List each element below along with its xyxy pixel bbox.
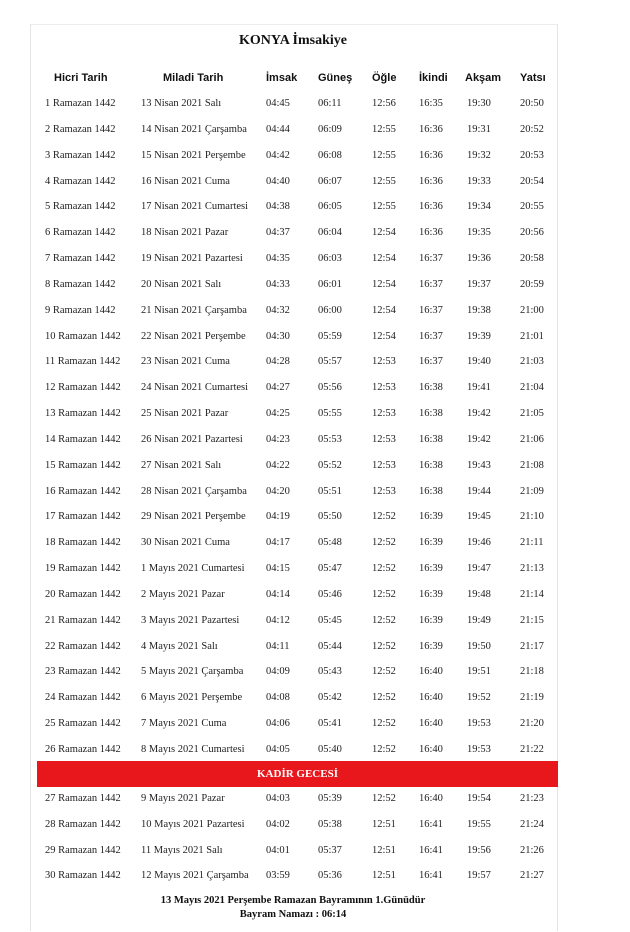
table-row: [0, 249, 630, 275]
cell-hicri: 28 Ramazan 1442: [45, 818, 121, 830]
cell-imsak: 04:32: [266, 304, 290, 316]
cell-ogle: 12:53: [372, 433, 396, 445]
cell-ikindi: 16:40: [419, 692, 443, 704]
cell-ikindi: 16:39: [419, 537, 443, 549]
cell-ikindi: 16:41: [419, 818, 443, 830]
cell-ikindi: 16:41: [419, 844, 443, 856]
cell-aksam: 19:34: [467, 201, 491, 213]
table-row: [0, 611, 630, 637]
cell-ogle: 12:52: [372, 718, 396, 730]
table-row: [0, 223, 630, 249]
cell-yatsi: 20:50: [520, 98, 544, 109]
cell-imsak: 04:27: [266, 382, 290, 394]
cell-yatsi: 20:55: [520, 201, 544, 213]
cell-ogle: 12:54: [372, 253, 396, 265]
cell-miladi: 30 Nisan 2021 Cuma: [141, 537, 230, 549]
cell-yatsi: 21:09: [520, 485, 544, 497]
table-row: [0, 637, 630, 663]
cell-ikindi: 16:37: [419, 278, 443, 290]
cell-ogle: 12:54: [372, 304, 396, 316]
cell-yatsi: 20:59: [520, 278, 544, 290]
cell-ogle: 12:52: [372, 614, 396, 626]
table-row: [0, 327, 630, 353]
cell-gunes: 05:51: [318, 485, 342, 497]
cell-yatsi: 20:52: [520, 123, 544, 135]
cell-miladi: 6 Mayıs 2021 Perşembe: [141, 692, 243, 704]
table-row: [0, 172, 630, 198]
cell-aksam: 19:56: [467, 844, 491, 856]
cell-ogle: 12:51: [372, 844, 396, 856]
table-row: [0, 559, 630, 585]
table-row: [0, 482, 630, 508]
cell-ikindi: 16:36: [419, 149, 443, 161]
cell-imsak: 04:05: [266, 744, 290, 755]
table-row: [0, 585, 630, 611]
cell-hicri: 20 Ramazan 1442: [45, 588, 121, 600]
cell-ikindi: 16:36: [419, 201, 443, 213]
cell-gunes: 05:36: [318, 870, 342, 882]
cell-yatsi: 21:11: [520, 537, 544, 549]
cell-hicri: 24 Ramazan 1442: [45, 692, 121, 704]
table-row: [0, 94, 630, 120]
header-miladi: Miladi Tarih: [163, 72, 224, 84]
cell-ikindi: 16:40: [419, 718, 443, 730]
cell-hicri: 23 Ramazan 1442: [45, 666, 121, 678]
cell-imsak: 04:15: [266, 563, 290, 575]
cell-yatsi: 21:23: [520, 793, 544, 804]
cell-hicri: 19 Ramazan 1442: [45, 563, 121, 575]
cell-ikindi: 16:39: [419, 511, 443, 523]
kadir-gecesi-banner: KADİR GECESİ: [37, 761, 558, 787]
cell-hicri: 2 Ramazan 1442: [45, 123, 116, 135]
table-row: [0, 866, 630, 892]
header-ikindi: İkindi: [419, 72, 448, 84]
cell-miladi: 2 Mayıs 2021 Pazar: [141, 588, 225, 600]
cell-miladi: 11 Mayıs 2021 Salı: [141, 844, 223, 856]
cell-hicri: 11 Ramazan 1442: [45, 356, 121, 368]
cell-aksam: 19:50: [467, 640, 491, 652]
cell-hicri: 30 Ramazan 1442: [45, 870, 121, 882]
cell-yatsi: 20:53: [520, 149, 544, 161]
cell-yatsi: 21:06: [520, 433, 544, 445]
cell-miladi: 29 Nisan 2021 Perşembe: [141, 511, 246, 523]
cell-aksam: 19:54: [467, 793, 491, 804]
cell-miladi: 24 Nisan 2021 Cumartesi: [141, 382, 249, 394]
cell-ogle: 12:54: [372, 330, 396, 342]
table-row: [0, 507, 630, 533]
cell-imsak: 04:45: [266, 98, 290, 109]
cell-aksam: 19:48: [467, 588, 491, 600]
cell-miladi: 28 Nisan 2021 Çarşamba: [141, 485, 247, 497]
cell-miladi: 15 Nisan 2021 Perşembe: [141, 149, 246, 161]
cell-ogle: 12:55: [372, 175, 396, 187]
cell-hicri: 14 Ramazan 1442: [45, 433, 121, 445]
cell-aksam: 19:42: [467, 408, 491, 420]
cell-gunes: 06:08: [318, 149, 342, 161]
header-hicri: Hicri Tarih: [54, 72, 108, 84]
cell-aksam: 19:53: [467, 718, 491, 730]
cell-imsak: 04:23: [266, 433, 290, 445]
cell-hicri: 17 Ramazan 1442: [45, 511, 121, 523]
cell-yatsi: 20:54: [520, 175, 544, 187]
cell-ikindi: 16:37: [419, 356, 443, 368]
cell-ogle: 12:51: [372, 870, 396, 882]
cell-ogle: 12:52: [372, 666, 396, 678]
cell-miladi: 1 Mayıs 2021 Cumartesi: [141, 563, 245, 575]
cell-yatsi: 21:27: [520, 870, 544, 882]
cell-miladi: 18 Nisan 2021 Pazar: [141, 227, 229, 239]
cell-miladi: 16 Nisan 2021 Cuma: [141, 175, 230, 187]
cell-gunes: 05:44: [318, 640, 342, 652]
table-row: [0, 841, 630, 867]
cell-miladi: 27 Nisan 2021 Salı: [141, 459, 222, 471]
cell-gunes: 05:42: [318, 692, 342, 704]
table-row: [0, 815, 630, 841]
table-row: [0, 662, 630, 688]
cell-yatsi: 21:24: [520, 818, 544, 830]
cell-imsak: 04:25: [266, 408, 290, 420]
page-title: KONYA İmsakiye: [238, 33, 347, 48]
cell-aksam: 19:38: [467, 304, 491, 316]
cell-imsak: 04:33: [266, 278, 290, 290]
cell-gunes: 06:01: [318, 278, 342, 290]
cell-gunes: 05:48: [318, 537, 342, 549]
cell-miladi: 13 Nisan 2021 Salı: [141, 98, 222, 109]
cell-miladi: 25 Nisan 2021 Pazar: [141, 408, 229, 420]
cell-ikindi: 16:35: [419, 98, 443, 109]
cell-imsak: 03:59: [266, 870, 290, 882]
footer-bayram-note: 13 Mayıs 2021 Perşembe Ramazan Bayramının 1.Günüdür: [160, 895, 426, 906]
cell-imsak: 04:11: [266, 640, 290, 652]
cell-yatsi: 21:15: [520, 614, 544, 626]
cell-miladi: 8 Mayıs 2021 Cumartesi: [141, 744, 245, 755]
cell-gunes: 05:41: [318, 718, 342, 730]
cell-gunes: 05:59: [318, 330, 342, 342]
cell-aksam: 19:57: [467, 870, 491, 882]
cell-miladi: 5 Mayıs 2021 Çarşamba: [141, 666, 244, 678]
header-ogle: Öğle: [372, 72, 397, 84]
cell-imsak: 04:09: [266, 666, 290, 678]
cell-aksam: 19:46: [467, 537, 491, 549]
cell-gunes: 05:37: [318, 844, 342, 856]
cell-ikindi: 16:38: [419, 433, 443, 445]
header-imsak: İmsak: [266, 72, 298, 84]
table-row: [0, 456, 630, 482]
cell-miladi: 23 Nisan 2021 Cuma: [141, 356, 230, 368]
cell-ogle: 12:52: [372, 563, 396, 575]
header-aksam: Akşam: [465, 72, 502, 84]
cell-aksam: 19:53: [467, 744, 491, 755]
cell-imsak: 04:12: [266, 614, 290, 626]
cell-gunes: 05:50: [318, 511, 342, 523]
cell-ikindi: 16:41: [419, 870, 443, 882]
cell-ikindi: 16:37: [419, 304, 443, 316]
cell-imsak: 04:02: [266, 818, 290, 830]
cell-aksam: 19:45: [467, 511, 491, 523]
table-row: [0, 378, 630, 404]
cell-ikindi: 16:36: [419, 175, 443, 187]
cell-yatsi: 20:58: [520, 253, 544, 265]
cell-ikindi: 16:39: [419, 640, 443, 652]
cell-miladi: 22 Nisan 2021 Perşembe: [141, 330, 246, 342]
cell-yatsi: 20:56: [520, 227, 544, 239]
cell-imsak: 04:42: [266, 149, 290, 161]
cell-ikindi: 16:38: [419, 408, 443, 420]
cell-imsak: 04:35: [266, 253, 290, 265]
cell-gunes: 05:45: [318, 614, 342, 626]
cell-gunes: 06:03: [318, 253, 342, 265]
cell-ogle: 12:55: [372, 149, 396, 161]
cell-miladi: 3 Mayıs 2021 Pazartesi: [141, 614, 240, 626]
cell-gunes: 06:04: [318, 227, 342, 239]
cell-ogle: 12:52: [372, 793, 396, 804]
cell-hicri: 22 Ramazan 1442: [45, 640, 121, 652]
cell-ikindi: 16:37: [419, 330, 443, 342]
cell-imsak: 04:40: [266, 175, 290, 187]
cell-hicri: 8 Ramazan 1442: [45, 278, 116, 290]
cell-ikindi: 16:39: [419, 588, 443, 600]
cell-aksam: 19:47: [467, 563, 491, 575]
table-row: [0, 533, 630, 559]
cell-aksam: 19:43: [467, 459, 491, 471]
table-row: [0, 146, 630, 172]
cell-ogle: 12:54: [372, 227, 396, 239]
cell-gunes: 05:46: [318, 588, 342, 600]
cell-ogle: 12:55: [372, 201, 396, 213]
cell-ogle: 12:53: [372, 356, 396, 368]
cell-yatsi: 21:19: [520, 692, 544, 704]
cell-yatsi: 21:18: [520, 666, 544, 678]
cell-ikindi: 16:40: [419, 744, 443, 755]
cell-ogle: 12:51: [372, 818, 396, 830]
cell-aksam: 19:39: [467, 330, 491, 342]
cell-aksam: 19:40: [467, 356, 491, 368]
cell-ikindi: 16:37: [419, 253, 443, 265]
cell-hicri: 4 Ramazan 1442: [45, 175, 116, 187]
cell-yatsi: 21:05: [520, 408, 544, 420]
cell-imsak: 04:14: [266, 588, 290, 600]
cell-ikindi: 16:36: [419, 227, 443, 239]
cell-gunes: 05:56: [318, 382, 342, 394]
cell-ikindi: 16:38: [419, 485, 443, 497]
table-row: [0, 197, 630, 223]
cell-miladi: 17 Nisan 2021 Cumartesi: [141, 201, 249, 213]
cell-gunes: 06:07: [318, 175, 342, 187]
cell-aksam: 19:51: [467, 666, 491, 678]
cell-ogle: 12:52: [372, 640, 396, 652]
cell-yatsi: 21:26: [520, 844, 544, 856]
cell-ogle: 12:52: [372, 588, 396, 600]
cell-hicri: 1 Ramazan 1442: [45, 98, 116, 109]
cell-gunes: 05:47: [318, 563, 342, 575]
footer-bayram-namazi: Bayram Namazı : 06:14: [239, 909, 347, 920]
cell-miladi: 12 Mayıs 2021 Çarşamba: [141, 870, 249, 882]
cell-ogle: 12:53: [372, 408, 396, 420]
cell-hicri: 21 Ramazan 1442: [45, 614, 121, 626]
cell-aksam: 19:41: [467, 382, 491, 394]
cell-aksam: 19:55: [467, 818, 491, 830]
cell-aksam: 19:49: [467, 614, 491, 626]
cell-ogle: 12:53: [372, 382, 396, 394]
cell-ikindi: 16:40: [419, 666, 443, 678]
cell-aksam: 19:36: [467, 253, 491, 265]
cell-miladi: 19 Nisan 2021 Pazartesi: [141, 253, 243, 265]
cell-miladi: 26 Nisan 2021 Pazartesi: [141, 433, 243, 445]
cell-gunes: 06:05: [318, 201, 342, 213]
header-gunes: Güneş: [318, 72, 353, 84]
cell-ikindi: 16:39: [419, 563, 443, 575]
cell-gunes: 05:39: [318, 793, 342, 804]
cell-hicri: 12 Ramazan 1442: [45, 382, 121, 394]
cell-gunes: 05:38: [318, 818, 342, 830]
cell-aksam: 19:44: [467, 485, 491, 497]
cell-ikindi: 16:39: [419, 614, 443, 626]
cell-imsak: 04:37: [266, 227, 290, 239]
cell-ogle: 12:52: [372, 692, 396, 704]
table-row: [0, 688, 630, 714]
cell-yatsi: 21:01: [520, 330, 544, 342]
cell-hicri: 6 Ramazan 1442: [45, 227, 116, 239]
cell-gunes: 06:11: [318, 98, 342, 109]
cell-miladi: 10 Mayıs 2021 Pazartesi: [141, 818, 245, 830]
cell-hicri: 9 Ramazan 1442: [45, 304, 116, 316]
cell-gunes: 05:43: [318, 666, 342, 678]
cell-ogle: 12:53: [372, 459, 396, 471]
cell-yatsi: 21:17: [520, 640, 544, 652]
cell-ogle: 12:55: [372, 123, 396, 135]
cell-ikindi: 16:38: [419, 382, 443, 394]
cell-imsak: 04:01: [266, 844, 290, 856]
table-row: [0, 430, 630, 456]
table-row: [0, 120, 630, 146]
cell-aksam: 19:31: [467, 123, 491, 135]
cell-gunes: 05:52: [318, 459, 342, 471]
cell-hicri: 26 Ramazan 1442: [45, 744, 121, 755]
cell-gunes: 06:00: [318, 304, 342, 316]
cell-imsak: 04:08: [266, 692, 290, 704]
cell-miladi: 4 Mayıs 2021 Salı: [141, 640, 218, 652]
cell-imsak: 04:03: [266, 793, 290, 804]
cell-gunes: 05:53: [318, 433, 342, 445]
cell-hicri: 25 Ramazan 1442: [45, 718, 121, 730]
cell-hicri: 10 Ramazan 1442: [45, 330, 121, 342]
cell-imsak: 04:22: [266, 459, 290, 471]
cell-imsak: 04:38: [266, 201, 290, 213]
cell-ikindi: 16:36: [419, 123, 443, 135]
table-row: [0, 352, 630, 378]
cell-gunes: 05:40: [318, 744, 342, 755]
cell-imsak: 04:44: [266, 123, 290, 135]
cell-hicri: 5 Ramazan 1442: [45, 201, 116, 213]
cell-hicri: 27 Ramazan 1442: [45, 793, 121, 804]
table-row: [0, 714, 630, 740]
cell-hicri: 18 Ramazan 1442: [45, 537, 121, 549]
cell-yatsi: 21:00: [520, 304, 544, 316]
cell-gunes: 05:55: [318, 408, 342, 420]
cell-miladi: 9 Mayıs 2021 Pazar: [141, 793, 225, 804]
cell-ikindi: 16:40: [419, 793, 443, 804]
cell-aksam: 19:52: [467, 692, 491, 704]
cell-gunes: 06:09: [318, 123, 342, 135]
cell-imsak: 04:19: [266, 511, 290, 523]
cell-gunes: 05:57: [318, 356, 342, 368]
cell-ogle: 12:52: [372, 744, 396, 755]
cell-miladi: 14 Nisan 2021 Çarşamba: [141, 123, 247, 135]
table-row: [0, 789, 630, 815]
cell-ogle: 12:56: [372, 98, 396, 109]
cell-miladi: 20 Nisan 2021 Salı: [141, 278, 222, 290]
cell-ikindi: 16:38: [419, 459, 443, 471]
cell-imsak: 04:17: [266, 537, 290, 549]
cell-hicri: 13 Ramazan 1442: [45, 408, 121, 420]
cell-ogle: 12:53: [372, 485, 396, 497]
table-row: [0, 275, 630, 301]
cell-aksam: 19:37: [467, 278, 491, 290]
cell-aksam: 19:35: [467, 227, 491, 239]
cell-yatsi: 21:10: [520, 511, 544, 523]
cell-yatsi: 21:14: [520, 588, 544, 600]
cell-imsak: 04:30: [266, 330, 290, 342]
cell-aksam: 19:32: [467, 149, 491, 161]
cell-aksam: 19:42: [467, 433, 491, 445]
cell-yatsi: 21:03: [520, 356, 544, 368]
cell-miladi: 21 Nisan 2021 Çarşamba: [141, 304, 247, 316]
cell-yatsi: 21:04: [520, 382, 544, 394]
cell-yatsi: 21:13: [520, 563, 544, 575]
table-row: [0, 301, 630, 327]
cell-yatsi: 21:08: [520, 459, 544, 471]
cell-miladi: 7 Mayıs 2021 Cuma: [141, 718, 227, 730]
cell-aksam: 19:30: [467, 98, 491, 109]
cell-hicri: 16 Ramazan 1442: [45, 485, 121, 497]
cell-ogle: 12:52: [372, 537, 396, 549]
cell-ogle: 12:54: [372, 278, 396, 290]
header-yatsi: Yatsı: [520, 72, 546, 84]
cell-imsak: 04:20: [266, 485, 290, 497]
cell-imsak: 04:28: [266, 356, 290, 368]
cell-hicri: 29 Ramazan 1442: [45, 844, 121, 856]
cell-imsak: 04:06: [266, 718, 290, 730]
table-row: [0, 404, 630, 430]
cell-aksam: 19:33: [467, 175, 491, 187]
cell-hicri: 3 Ramazan 1442: [45, 149, 116, 161]
cell-ogle: 12:52: [372, 511, 396, 523]
cell-hicri: 15 Ramazan 1442: [45, 459, 121, 471]
cell-yatsi: 21:20: [520, 718, 544, 730]
cell-yatsi: 21:22: [520, 744, 544, 755]
cell-hicri: 7 Ramazan 1442: [45, 253, 116, 265]
